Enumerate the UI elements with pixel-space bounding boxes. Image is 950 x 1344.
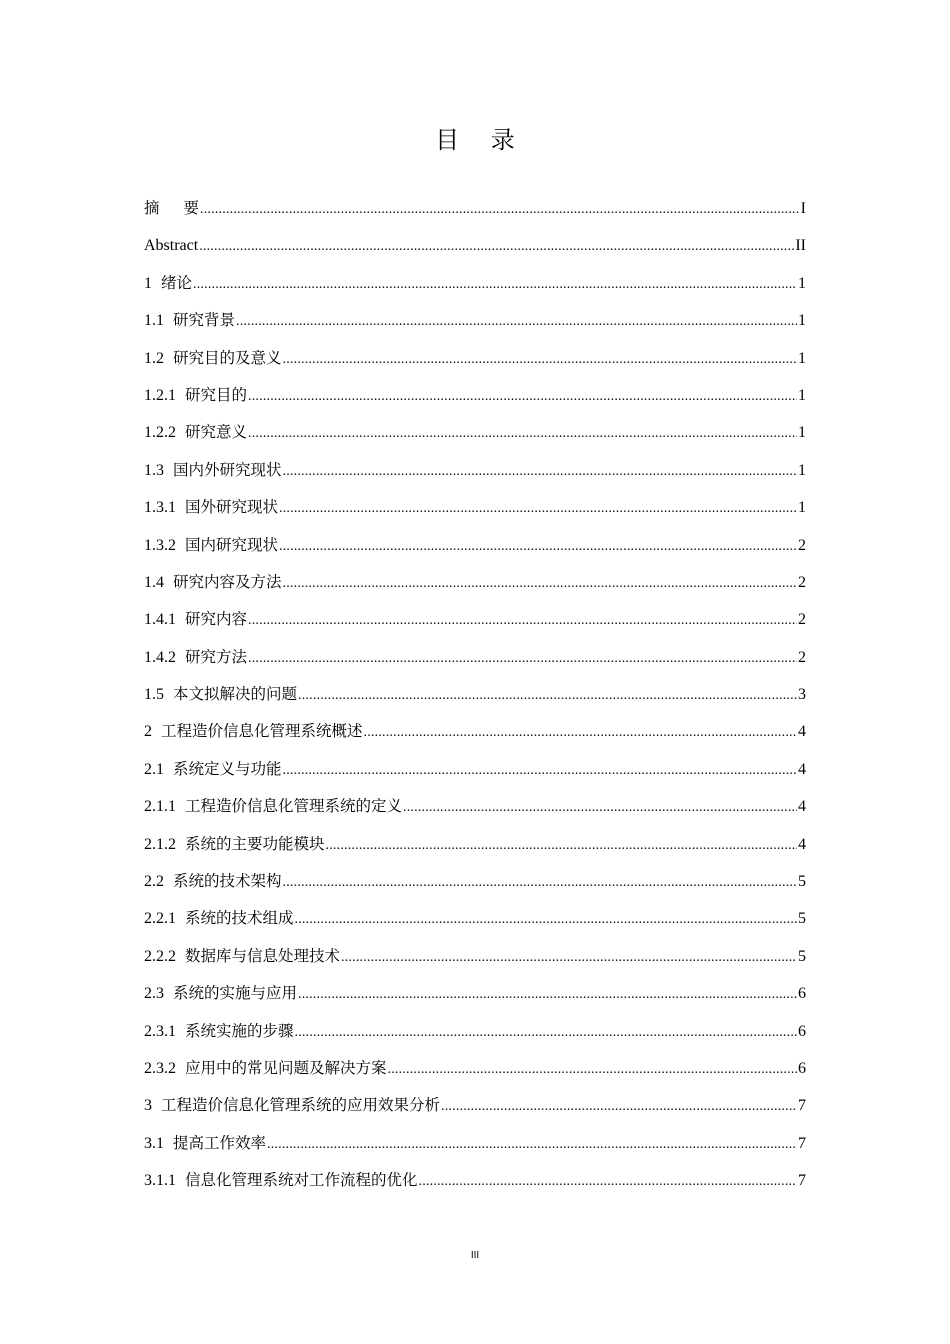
toc-entry-page: 1 (798, 349, 806, 367)
toc-dot-leader (283, 752, 797, 789)
toc-entry[interactable] (144, 601, 806, 638)
toc-entry[interactable] (144, 751, 806, 788)
toc-dot-leader (279, 490, 797, 527)
toc-entry-number: 2.2.2 (144, 947, 176, 965)
toc-entry-number: 1.2.2 (144, 424, 176, 442)
toc-entry-title: 摘要 (144, 199, 224, 217)
toc-entry-title: 工程造价信息化管理系统的应用效果分析 (161, 1096, 441, 1115)
toc-entry-title: 数据库与信息处理技术 (185, 946, 341, 965)
toc-entry-number: 3.1 (144, 1134, 164, 1152)
toc-entry[interactable] (144, 227, 806, 264)
toc-entry[interactable] (144, 676, 806, 713)
toc-entry-page: 1 (798, 424, 806, 442)
toc-entry-page: 1 (798, 386, 806, 404)
toc-entry-number: 2.1.1 (144, 798, 176, 816)
toc-entry-page: 4 (798, 798, 806, 816)
toc-entry-page: 3 (798, 686, 806, 704)
toc-entry-number: 2.2 (144, 873, 164, 891)
toc-dot-leader (283, 453, 797, 490)
toc-entry[interactable] (144, 1013, 806, 1050)
toc-entry[interactable] (144, 489, 806, 526)
toc-entry-number: 1.3.1 (144, 499, 176, 517)
toc-entry-page: 7 (798, 1134, 806, 1152)
page-number: III (470, 1250, 480, 1261)
toc-entry-number: 1.4 (144, 573, 164, 591)
toc-dot-leader (298, 976, 797, 1013)
toc-entry-title: 系统的技术架构 (173, 872, 282, 891)
toc-entry[interactable] (144, 826, 806, 863)
toc-entry[interactable] (144, 302, 806, 339)
toc-entry[interactable] (144, 975, 806, 1012)
toc-dot-leader (283, 341, 797, 378)
toc-entry[interactable] (144, 452, 806, 489)
toc-entry-page: 2 (798, 536, 806, 554)
toc-entry-title: 系统的主要功能模块 (185, 834, 325, 853)
toc-entry[interactable] (144, 863, 806, 900)
toc-entry-title: 研究内容及方法 (173, 572, 282, 591)
toc-entry-number: 1.5 (144, 686, 164, 704)
toc-entry-page: 1 (798, 312, 806, 330)
toc-entry-title: 系统实施的步骤 (185, 1021, 294, 1040)
toc-entry-page: 6 (798, 1022, 806, 1040)
toc-dot-leader (248, 602, 797, 639)
toc-entry[interactable] (144, 1087, 806, 1124)
toc-entry-number: 1.2.1 (144, 386, 176, 404)
toc-dot-leader (279, 528, 797, 565)
toc-entry-page: 7 (798, 1097, 806, 1115)
toc-entry-title: 信息化管理系统对工作流程的优化 (185, 1171, 418, 1190)
toc-dot-leader (283, 565, 797, 602)
toc-entry-number: 3.1.1 (144, 1172, 176, 1190)
toc-entry-title: 提高工作效率 (173, 1133, 267, 1152)
toc-entry-page: I (800, 200, 806, 217)
toc-entry-page: 5 (798, 947, 806, 965)
toc-entry-number: 2.1.2 (144, 835, 176, 853)
toc-dot-leader (295, 1014, 797, 1051)
toc-entry-page: II (795, 237, 806, 255)
table-of-contents (144, 190, 806, 1200)
toc-entry-title: 工程造价信息化管理系统概述 (161, 722, 363, 741)
toc-entry-page: 5 (798, 910, 806, 928)
toc-entry-number: 2.2.1 (144, 910, 176, 928)
toc-entry-number: 1.3 (144, 461, 164, 479)
toc-dot-leader (341, 939, 797, 976)
toc-entry-page: 4 (798, 760, 806, 778)
toc-entry-page: 4 (798, 835, 806, 853)
toc-entry-number: 2.3.1 (144, 1022, 176, 1040)
toc-entry-page: 4 (798, 723, 806, 741)
toc-entry-page: 2 (798, 573, 806, 591)
toc-dot-leader (326, 827, 797, 864)
toc-dot-leader (388, 1051, 797, 1088)
toc-dot-leader (283, 864, 797, 901)
toc-dot-leader (193, 266, 797, 303)
toc-entry[interactable] (144, 564, 806, 601)
toc-entry-page: 1 (798, 274, 806, 292)
toc-entry-page: 5 (798, 873, 806, 891)
toc-dot-leader (298, 677, 797, 714)
toc-entry-title: 系统的技术组成 (185, 909, 294, 928)
toc-entry[interactable] (144, 340, 806, 377)
toc-entry-title: 国内研究现状 (185, 535, 279, 554)
toc-dot-leader (248, 640, 797, 677)
toc-entry-title: 工程造价信息化管理系统的定义 (185, 797, 403, 816)
toc-entry-page: 2 (798, 611, 806, 629)
toc-entry[interactable] (144, 639, 806, 676)
toc-entry[interactable] (144, 265, 806, 302)
toc-entry-title: 研究方法 (185, 647, 248, 666)
toc-entry[interactable] (144, 788, 806, 825)
toc-dot-leader (248, 415, 797, 452)
toc-entry-number: 2 (144, 723, 152, 741)
toc-dot-leader (441, 1088, 797, 1125)
toc-entry-number: 1.4.2 (144, 648, 176, 666)
toc-entry-title: Abstract (144, 237, 199, 255)
toc-entry-number: 1.2 (144, 349, 164, 367)
toc-entry-page: 1 (798, 499, 806, 517)
toc-entry-title: 国外研究现状 (185, 498, 279, 517)
toc-entry-number: 2.3 (144, 985, 164, 1003)
toc-entry-page: 7 (798, 1172, 806, 1190)
toc-entry[interactable] (144, 1162, 806, 1199)
toc-entry-title: 研究内容 (185, 610, 248, 629)
toc-entry-title: 应用中的常见问题及解决方案 (185, 1058, 387, 1077)
toc-entry[interactable] (144, 938, 806, 975)
toc-entry-page: 1 (798, 461, 806, 479)
toc-entry-title: 国内外研究现状 (173, 460, 282, 479)
toc-entry[interactable] (144, 527, 806, 564)
toc-entry[interactable] (144, 1050, 806, 1087)
toc-entry-title: 系统的实施与应用 (173, 984, 298, 1003)
toc-dot-leader (403, 789, 797, 826)
toc-entry-page: 2 (798, 648, 806, 666)
toc-entry-number: 3 (144, 1097, 152, 1115)
toc-entry-title: 研究目的 (185, 385, 248, 404)
toc-dot-leader (364, 714, 797, 751)
toc-entry-number: 2.1 (144, 760, 164, 778)
toc-entry-number: 1 (144, 274, 152, 292)
toc-entry-number: 1.3.2 (144, 536, 176, 554)
toc-entry-number: 1.4.1 (144, 611, 176, 629)
toc-entry-page: 6 (798, 985, 806, 1003)
toc-entry-title: 研究背景 (173, 311, 236, 330)
toc-entry-number: 2.3.2 (144, 1059, 176, 1077)
toc-entry[interactable] (144, 1125, 806, 1162)
toc-entry[interactable] (144, 190, 806, 227)
toc-dot-leader (248, 378, 797, 415)
page-title: 目 录 (435, 126, 527, 154)
toc-entry-title: 本文拟解决的问题 (173, 685, 298, 704)
toc-entry-title: 研究意义 (185, 423, 248, 442)
toc-dot-leader (200, 191, 800, 228)
toc-entry[interactable] (144, 414, 806, 451)
toc-entry-title: 系统定义与功能 (173, 759, 282, 778)
toc-entry-title: 绪论 (161, 273, 193, 292)
toc-dot-leader (419, 1163, 797, 1200)
toc-entry[interactable] (144, 377, 806, 414)
toc-entry-title: 研究目的及意义 (173, 348, 282, 367)
toc-entry-page: 6 (798, 1059, 806, 1077)
toc-dot-leader (267, 1126, 797, 1163)
toc-dot-leader (236, 303, 797, 340)
toc-entry[interactable] (144, 900, 806, 937)
toc-dot-leader (199, 228, 794, 265)
toc-entry-number: 1.1 (144, 312, 164, 330)
toc-dot-leader (295, 901, 797, 938)
toc-entry[interactable] (144, 713, 806, 750)
